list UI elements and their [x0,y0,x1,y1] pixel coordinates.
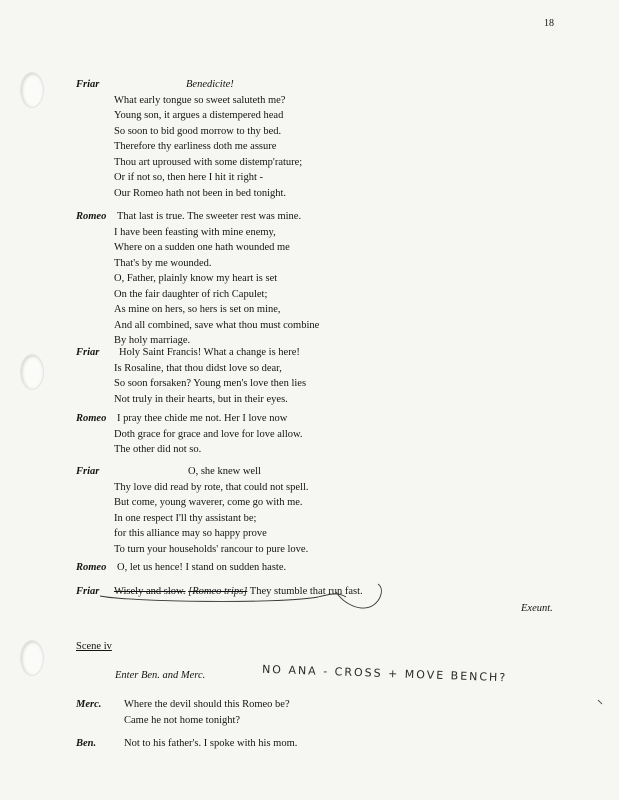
verse-line: Is Rosaline, that thou didst love so dear, [114,362,282,374]
verse-line: for this alliance may so happy prove [114,528,267,539]
verse-line: That last is true. The sweeter rest was mine. [117,211,302,222]
verse-line: Thy love did read by rote, that could not spell. [114,481,309,493]
scene-heading: Scene iv [76,641,112,652]
ben-line: Not to his father's. I spoke with his mom. [124,738,298,749]
punch-hole-bottom [20,640,44,676]
verse-line: Benedicite! [186,79,234,90]
verse-line: In one respect I'll thy assistant be; [114,512,257,524]
verse-line: O, she knew well [188,466,261,477]
merc-line-1: Where the devil should this Romeo be? [124,699,290,710]
verse-line: So soon to bid good morrow to thy bed. [114,125,282,137]
verse-line: O, let us hence! I stand on sudden haste. [117,562,287,573]
verse-line: Thou art uproused with some distemp'rature; [114,156,303,168]
stage-direction-enter: Enter Ben. and Merc. [115,670,206,681]
speaker-merc: Merc. [76,699,102,710]
speaker-romeo: Romeo [76,413,107,424]
verse-line: So soon forsaken? Young men's love then lies [114,378,307,389]
verse-line: The other did not so. [114,444,202,455]
punch-hole-top [20,72,44,108]
stage-direction-romeo-trips: [Romeo trips] [188,586,248,597]
verse-line: But come, young waverer, come go with me. [114,497,303,508]
speaker-friar: Friar [76,79,100,90]
verse-line: To turn your households' rancour to pure love. [114,543,309,555]
speaker-romeo: Romeo [76,211,107,222]
verse-line: Young son, it argues a distempered head [114,110,284,121]
punch-hole-middle [20,354,44,390]
verse-line: Holy Saint Francis! What a change is here! [119,347,300,358]
verse-line: Our Romeo hath not been in bed tonight. [114,187,287,199]
verse-line: I pray thee chide me not. Her I love now [117,413,288,424]
speaker-ben: Ben. [76,738,97,749]
merc-line-2: Came he not home tonight? [124,715,241,726]
struck-text: Wisely and slow. [114,586,186,597]
verse-line: On the fair daughter of rich Capulet; [114,288,268,300]
verse-line: Not truly in their hearts, but in their eyes. [114,393,288,405]
speaker-friar: Friar [76,347,100,358]
speaker-friar-last: Friar [76,586,100,597]
verse-line: And all combined, save what thou must combine [114,319,320,331]
verse-line: As mine on hers, so hers is set on mine, [114,304,281,315]
verse-line: Doth grace for grace and love for love allow. [114,428,303,440]
speaker-romeo: Romeo [76,562,107,573]
verse-line: Therefore thy earliness doth me assure [114,141,277,152]
verse-line: That's by me wounded. [114,257,212,269]
verse-line: What early tongue so sweet saluteth me? [114,94,286,106]
verse-line: O, Father, plainly know my heart is set [114,273,278,284]
page-number: 18 [544,18,554,29]
speaker-friar: Friar [76,466,100,477]
last-line [114,586,363,597]
verse-line: I have been feasting with mine enemy, [114,226,276,238]
verse-line: Where on a sudden one hath wounded me [114,242,290,253]
verse-line: Or if not so, then here I hit it right - [114,172,264,183]
exeunt: Exeunt. [521,603,553,614]
handwritten-note: NO ANA - CROSS + MOVE BENCH? [261,662,508,685]
verse-line: By holy marriage. [114,335,191,346]
last-line-rest: They stumble that run fast. [249,586,363,597]
